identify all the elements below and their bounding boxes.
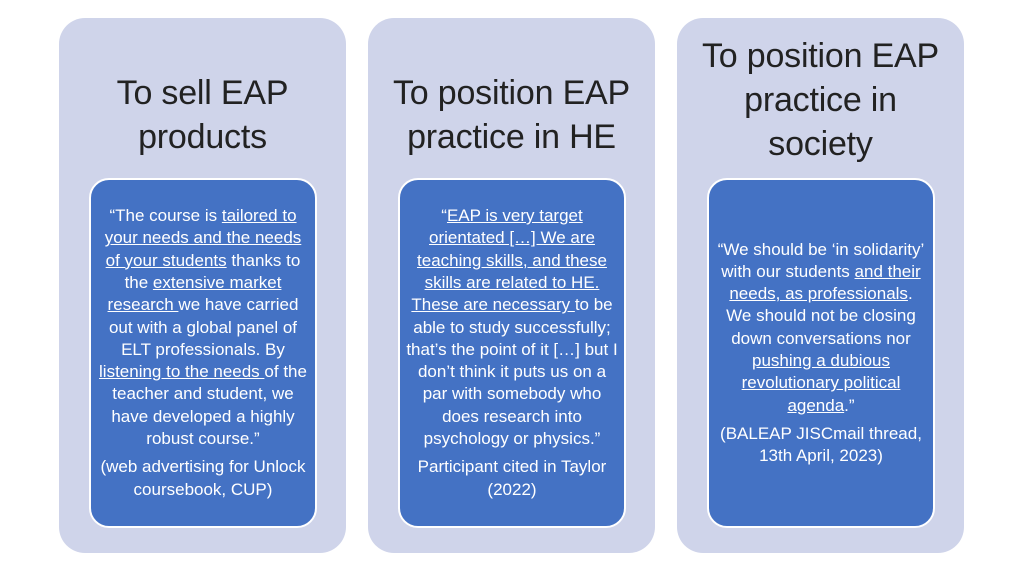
quote-part: “The course is (109, 206, 222, 226)
quote-text (715, 239, 927, 417)
title-line: To position EAP (701, 37, 940, 75)
title-line: products (138, 118, 267, 156)
quote-source: (BALEAP JISCmail thread, 13th April, 2023) (720, 423, 922, 466)
quote-part: we have carried out with a global panel of ELT professionals. By (108, 295, 299, 359)
quote-underlined: tailored to your needs and the needs of your students (104, 206, 302, 270)
column-position-society (677, 18, 964, 553)
quote-source: Participant cited in Taylor (2022) (417, 457, 607, 499)
quote-card (89, 178, 317, 528)
title-line: practice in HE (407, 118, 616, 156)
column-title (677, 18, 964, 182)
quote-underlined: EAP is very target orientated […] We are teaching skills, and these skills are related to HE. These are necessary (411, 206, 607, 315)
quote-part: .” (844, 395, 855, 415)
column-sell-eap (59, 18, 346, 553)
quote-card (707, 178, 935, 528)
quote-card (398, 178, 626, 528)
quote-source: (web advertising for Unlock coursebook, CUP) (100, 457, 306, 499)
quote-part: . We should not be closing down conversations nor (726, 284, 916, 348)
title-line: To sell EAP (116, 74, 289, 112)
quote-text (406, 205, 618, 450)
title-line: To position EAP (392, 74, 631, 112)
quote-part: of the teacher and student, we have developed a highly robust course.” (111, 362, 307, 449)
quote-underlined: pushing a dubious revolutionary political agenda (741, 351, 901, 415)
title-line: society (768, 125, 873, 163)
quote-part: thanks to the (124, 250, 301, 292)
column-position-he (368, 18, 655, 553)
quote-part: “ (441, 206, 447, 226)
quote-part: “We should be ‘in solidarity’ with our students (717, 239, 925, 281)
quote-underlined: extensive market research (107, 272, 282, 315)
title-line: practice in (744, 81, 897, 119)
quote-underlined: listening to the needs (99, 362, 265, 382)
quote-underlined: and their needs, as professionals (729, 261, 921, 304)
quote-text (97, 205, 309, 450)
quote-part: to be able to study successfully; that’s the point of it […] but I don’t think it puts us on a par with somebody who does research into psychology or physics.” (406, 295, 618, 449)
